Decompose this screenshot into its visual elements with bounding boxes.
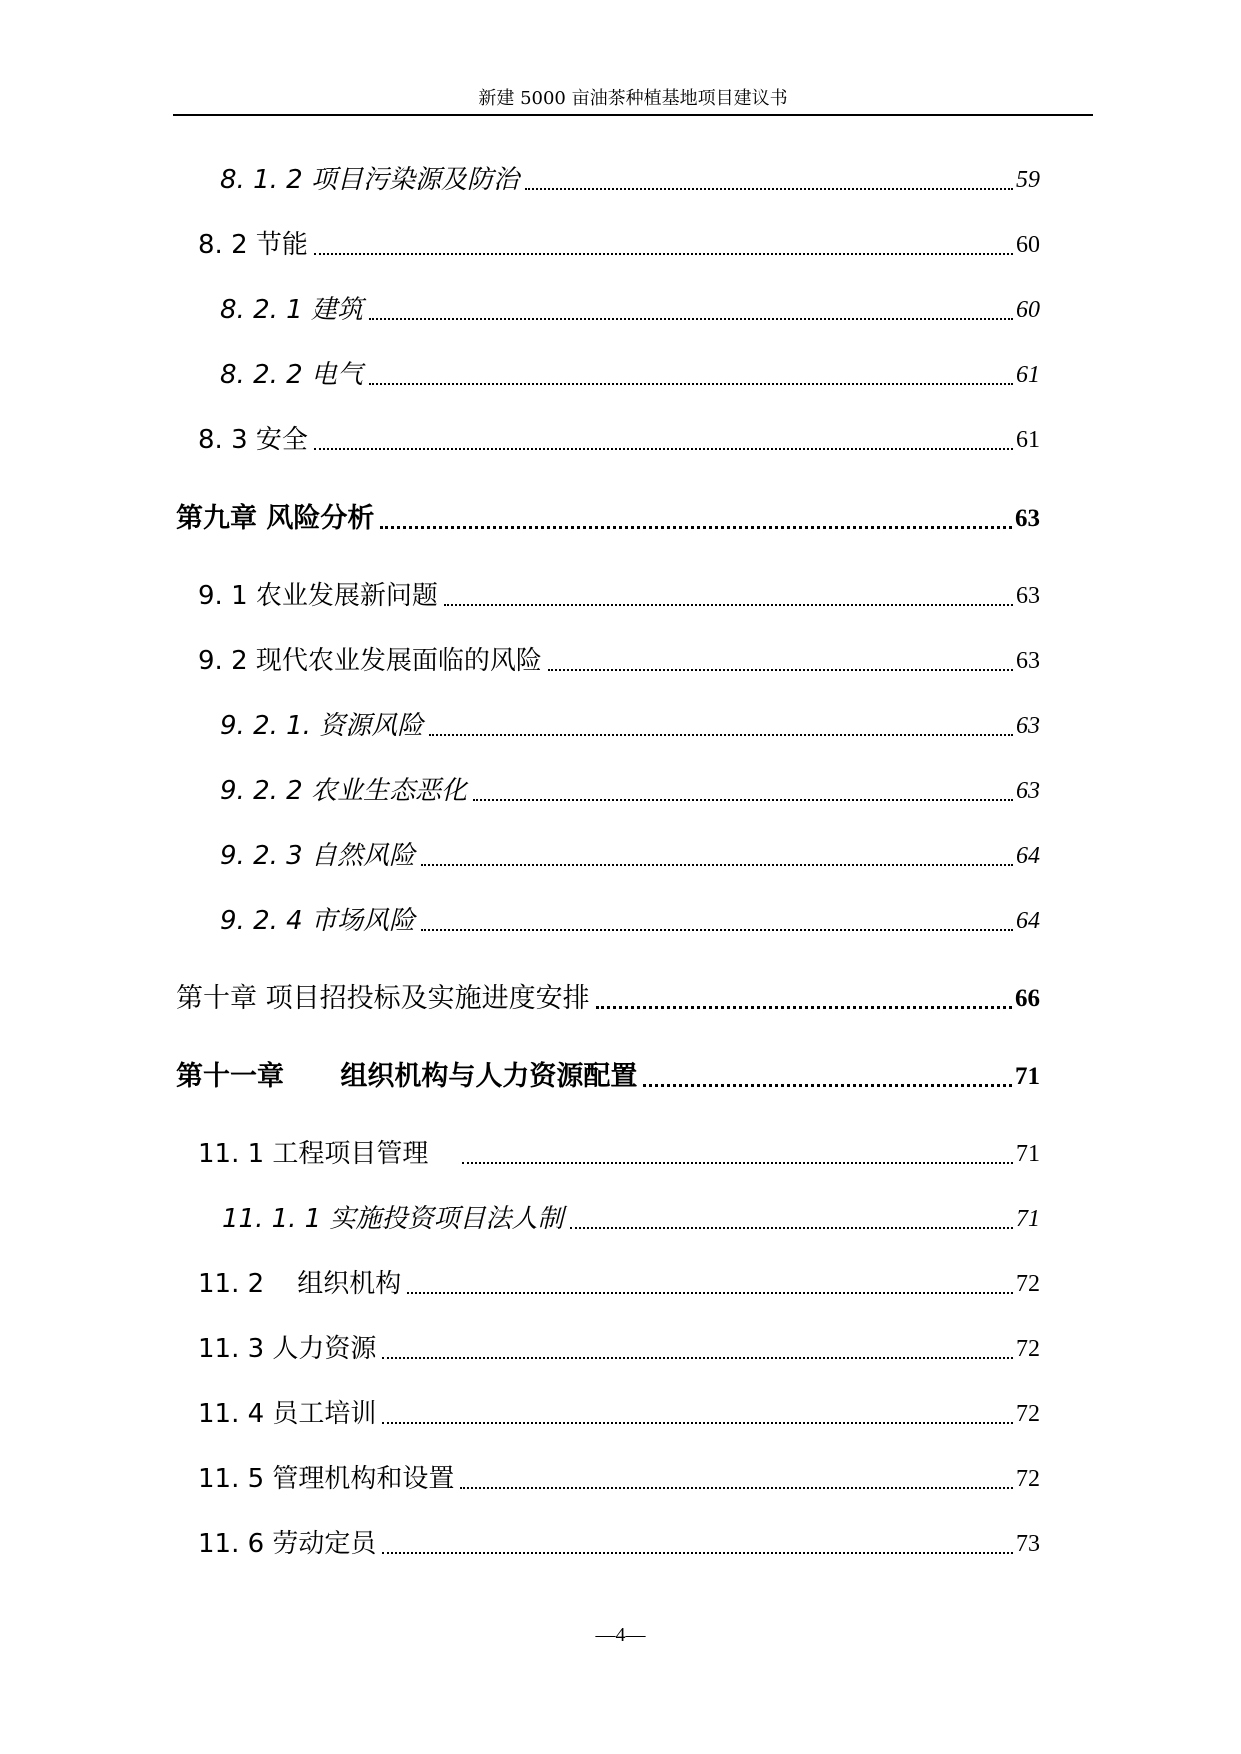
toc-entry-label: 8. 2. 1 建筑 <box>220 295 363 325</box>
toc-entry-11-2[interactable] <box>198 1264 1040 1304</box>
toc-entry-9-2-4[interactable] <box>220 901 1040 941</box>
running-header: 新建 5000 亩油茶种植基地项目建议书 <box>478 88 788 109</box>
toc-entry-11-4[interactable] <box>198 1394 1040 1434</box>
toc-entry-label: 第十章 项目招投标及实施进度安排 <box>176 983 590 1014</box>
dot-leader <box>369 318 1013 320</box>
toc-entry-label: 8. 2. 2 电气 <box>220 360 363 390</box>
toc-entry-label: 8. 3 安全 <box>198 425 308 455</box>
toc-page-number: 64 <box>1016 908 1040 934</box>
toc-entry-label: 11. 5 管理机构和设置 <box>198 1464 455 1494</box>
dot-leader <box>570 1227 1014 1229</box>
toc-entry-9-1[interactable] <box>198 576 1040 616</box>
toc-entry-9-2-2[interactable] <box>220 771 1040 811</box>
toc-entry-label: 8. 2 节能 <box>198 230 308 260</box>
toc-entry-label: 11. 2 组织机构 <box>198 1269 402 1299</box>
toc-entry-label: 8. 1. 2 项目污染源及防治 <box>220 165 519 195</box>
toc-entry-11-1[interactable] <box>198 1134 1040 1174</box>
dot-leader <box>473 799 1013 801</box>
toc-entry-label: 9. 2. 4 市场风险 <box>220 906 415 936</box>
dot-leader <box>429 734 1013 736</box>
dot-leader <box>444 604 1013 606</box>
dot-leader <box>382 1422 1013 1424</box>
toc-entry-9-2-3[interactable] <box>220 836 1040 876</box>
dot-leader <box>314 448 1013 450</box>
toc-entry-label: 9. 1 农业发展新问题 <box>198 581 438 611</box>
toc-page-number: 72 <box>1016 1336 1040 1362</box>
dot-leader <box>369 383 1013 385</box>
toc-entry-11-1-1[interactable] <box>222 1199 1040 1239</box>
toc-page-number: 61 <box>1016 427 1040 453</box>
toc-entry-chapter-10[interactable] <box>176 979 1040 1019</box>
toc-entry-label: 9. 2. 2 农业生态恶化 <box>220 776 467 806</box>
toc-entry-chapter-9[interactable] <box>176 499 1040 539</box>
toc-page-number: 60 <box>1016 232 1040 258</box>
toc-page-number: 72 <box>1016 1271 1040 1297</box>
toc-entry-9-2[interactable] <box>198 641 1040 681</box>
dot-leader <box>462 1162 1013 1164</box>
toc-page-number: 59 <box>1016 167 1040 193</box>
toc-entry-label: 9. 2. 3 自然风险 <box>220 841 415 871</box>
toc-entry-label: 第九章 风险分析 <box>176 503 375 534</box>
toc-entry-11-5[interactable] <box>198 1459 1040 1499</box>
toc-page-number: 71 <box>1016 1141 1040 1167</box>
toc-page-number: 73 <box>1016 1531 1040 1557</box>
dot-leader <box>314 253 1013 255</box>
dot-leader <box>380 526 1012 529</box>
dot-leader <box>382 1357 1013 1359</box>
dot-leader <box>382 1552 1013 1554</box>
toc-entry-label: 11. 1 工程项目管理 <box>198 1139 429 1169</box>
toc-page-number: 66 <box>1015 985 1040 1012</box>
toc-page-number: 71 <box>1016 1206 1040 1232</box>
dot-leader <box>643 1084 1012 1087</box>
toc-page-number: 63 <box>1016 648 1040 674</box>
toc-page-number: 72 <box>1016 1466 1040 1492</box>
toc-entry-8-2-2[interactable] <box>220 355 1040 395</box>
toc-page-number: 63 <box>1015 505 1040 532</box>
dot-leader <box>407 1292 1013 1294</box>
dot-leader <box>421 929 1013 931</box>
toc-page-number: 63 <box>1016 583 1040 609</box>
dot-leader <box>460 1487 1013 1489</box>
dot-leader <box>421 864 1013 866</box>
toc-entry-label: 9. 2. 1. 资源风险 <box>220 711 424 741</box>
toc-entry-label: 11. 3 人力资源 <box>198 1334 377 1364</box>
toc-page-number: 72 <box>1016 1401 1040 1427</box>
page-number-footer: —4— <box>595 1624 646 1646</box>
toc-entry-label: 9. 2 现代农业发展面临的风险 <box>198 646 542 676</box>
toc-entry-11-3[interactable] <box>198 1329 1040 1369</box>
toc-entry-chapter-11[interactable] <box>176 1057 1040 1097</box>
dot-leader <box>525 188 1013 190</box>
toc-entry-9-2-1[interactable] <box>220 706 1040 746</box>
toc-entry-11-6[interactable] <box>198 1524 1040 1564</box>
toc-page-number: 63 <box>1016 713 1040 739</box>
toc-entry-8-3[interactable] <box>198 420 1040 460</box>
toc-entry-8-2[interactable] <box>198 225 1040 265</box>
header-divider <box>173 114 1093 116</box>
toc-page-number: 64 <box>1016 843 1040 869</box>
toc-page-number: 60 <box>1016 297 1040 323</box>
toc-entry-label: 11. 1. 1 实施投资项目法人制 <box>222 1204 564 1234</box>
toc-entry-label: 11. 6 劳动定员 <box>198 1529 377 1559</box>
toc-entry-8-2-1[interactable] <box>220 290 1040 330</box>
dot-leader <box>548 669 1013 671</box>
toc-entry-8-1-2[interactable] <box>220 160 1040 200</box>
toc-page-number: 63 <box>1016 778 1040 804</box>
toc-entry-label: 第十一章 组织机构与人力资源配置 <box>176 1061 638 1092</box>
toc-entry-label: 11. 4 员工培训 <box>198 1399 377 1429</box>
dot-leader <box>596 1006 1012 1009</box>
toc-page-number: 71 <box>1015 1063 1040 1090</box>
toc-page-number: 61 <box>1016 362 1040 388</box>
